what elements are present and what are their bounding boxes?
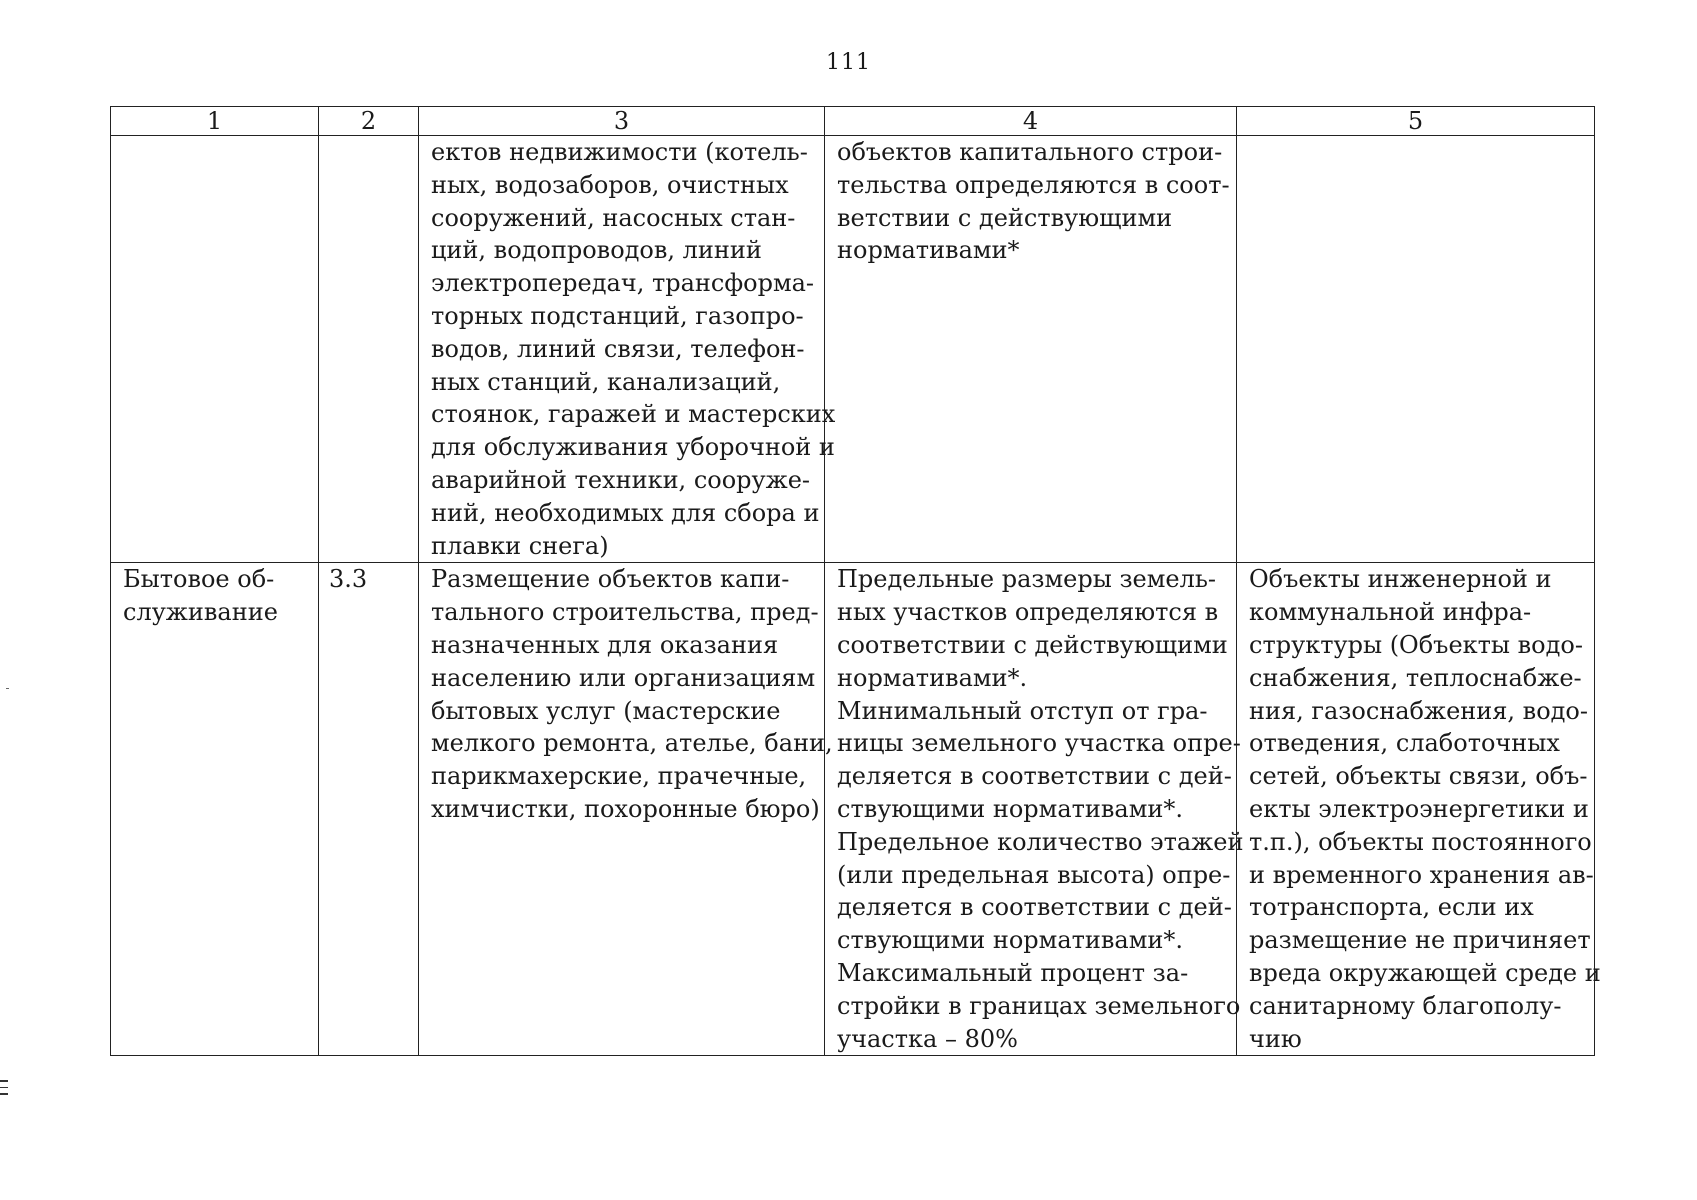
cell-text-line: сетей, объекты связи, объ- [1249,762,1588,791]
cell-text-line: деляется в соответствии с дей- [837,893,1232,922]
cell-text-line: тотранспорта, если их [1249,893,1534,922]
header-col-1: 1 [111,107,319,136]
binding-marks [0,1080,10,1100]
cell-text-line: ствующими нормативами*. [837,926,1184,955]
table-row-household-services [111,563,1595,1056]
page-number: 111 [826,50,871,75]
cell-text-line: химчистки, похоронные бюро) [431,794,820,823]
cell-text-line: ектов недвижимости (котель- [431,138,808,166]
cell-text-line: снабжения, теплоснабже- [1249,663,1582,692]
cell-text-line: сооружений, насосных стан- [431,203,796,232]
cell-text-line: бытовых услуг (мастерские [431,696,781,725]
cell-text-line: Бытовое об- [123,565,275,594]
cell-text-line: ния, газоснабжения, водо- [1249,696,1588,725]
cell-text-line: (или предельная высота) опре- [837,860,1231,889]
cell-text-line: плавки снега) [431,531,609,560]
cell-text-line: нормативами* [837,236,1020,265]
cell-text-line: электропередач, трансформа- [431,269,815,298]
header-col-4: 4 [825,107,1237,136]
cell-text-line: 3.3 [329,565,368,594]
cell-text-line: Размещение объектов капи- [431,565,790,594]
cell-text-line: водов, линий связи, телефон- [431,334,805,363]
cell-text-line: населению или организациям [431,663,816,692]
cell-text-line: отведения, слаботочных [1249,729,1560,758]
cell-text-line: тального строительства, пред- [431,598,819,627]
cell-parameters [825,563,1244,1056]
cell-text-line: Максимальный процент за- [837,958,1189,987]
cell-text-line: стоянок, гаражей и мастерских [431,400,836,429]
cell-text-line: Предельное количество этажей [837,827,1244,856]
cell-text-line: для обслуживания уборочной и [431,433,835,462]
cell-text-line: ных, водозаборов, очистных [431,170,789,199]
cell-text-line: стройки в границах земельного [837,991,1241,1020]
cell-text-line: тельства определяются в соот- [837,170,1230,199]
cell-use-code [319,136,419,563]
cell-text-line: и временного хранения ав- [1249,860,1594,889]
cell-text-line: Минимальный отступ от гра- [837,696,1208,725]
header-col-5: 5 [1237,107,1595,136]
cell-text-line: чию [1249,1024,1302,1053]
margin-mark [6,688,9,689]
cell-text-line: структуры (Объекты водо- [1249,630,1583,659]
cell-text-line: т.п.), объекты постоянного [1249,827,1592,856]
cell-text-line: торных подстанций, газопро- [431,301,804,330]
cell-text-line: соответствии с действующими [837,630,1228,659]
cell-text-line: ний, необходимых для сбора и [431,498,820,527]
cell-text-line: участка – 80% [837,1024,1018,1053]
header-col-2: 2 [319,107,419,136]
header-col-3: 3 [419,107,825,136]
cell-parameters [825,136,1237,563]
cell-text-line: назначенных для оказания [431,630,779,659]
cell-auxiliary-uses [1237,563,1601,1056]
cell-text-line: служивание [123,598,278,627]
cell-use-code [319,563,419,1056]
cell-text-line: Предельные размеры земель- [837,565,1217,594]
land-use-table [110,106,1601,1056]
cell-text-line: ницы земельного участка опре- [837,729,1241,758]
cell-text-line: ных станций, канализаций, [431,367,781,396]
header-row [111,107,1595,136]
cell-text-line: парикмахерские, прачечные, [431,762,807,791]
cell-text-line: екты электроэнергетики и [1249,794,1589,823]
cell-text-line: Объекты инженерной и [1249,565,1552,594]
cell-text-line: коммунальной инфра- [1249,598,1532,627]
cell-text-line: вреда окружающей среде и [1249,958,1601,987]
cell-text-line: деляется в соответствии с дей- [837,762,1232,791]
cell-auxiliary-uses [1237,136,1595,563]
cell-text-line: объектов капитального строи- [837,138,1223,166]
cell-text-line: нормативами*. [837,663,1028,692]
cell-text-line: санитарному благополу- [1249,991,1562,1020]
cell-text-line: мелкого ремонта, ателье, бани, [431,729,833,758]
cell-use-name [111,563,319,1056]
cell-text-line: размещение не причиняет [1249,926,1591,955]
cell-text-line: ций, водопроводов, линий [431,236,762,265]
table-row-continuation [111,136,1595,563]
cell-text-line: ветствии с действующими [837,203,1173,232]
cell-text-line: ствующими нормативами*. [837,794,1184,823]
cell-use-description [419,136,836,563]
cell-use-description [419,563,833,1056]
cell-text-line: ных участков определяются в [837,598,1219,627]
cell-use-name [111,136,319,563]
cell-text-line: аварийной техники, сооруже- [431,465,811,494]
